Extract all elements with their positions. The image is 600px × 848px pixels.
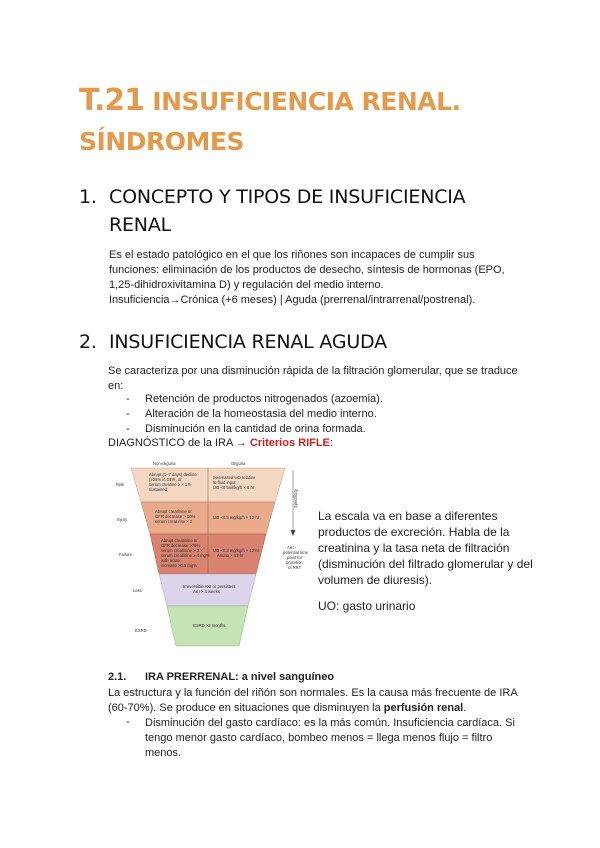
- title-prefix: T.21: [79, 83, 145, 118]
- section2-intro-line1: Se caracteriza por una disminución rápida de la filtración glomerular, que se traduce: [108, 365, 518, 377]
- stage-label-failure: Failure: [119, 552, 132, 557]
- bullet-dash: -: [126, 716, 130, 728]
- subsection21-number: 2.1.: [108, 671, 127, 683]
- section1-line: Insuficiencia→Crónica (+6 meses) | Aguda (prerrenal/intrarrenal/postrenal).: [109, 294, 476, 306]
- bullet-dash: -: [126, 423, 130, 435]
- injury-left-text: Abrupt creatinine or GFR decrease > 50% serum creat rise × 2: [155, 509, 196, 524]
- figure-note-line: La escala va en base a diferentes: [318, 509, 498, 523]
- subsection21-heading: IRA PRERRENAL: a nivel sanguíneo: [145, 671, 335, 683]
- section2-intro: [108, 364, 538, 394]
- subsection21-paragraph: [108, 686, 548, 716]
- col-header-non-oliguria: Non-oliguria: [153, 461, 176, 466]
- failure-right-text: UO <0.3 mg/kg/h × 12 hr Anuria × 12 hr: [213, 548, 260, 558]
- subsection21-bullet-line: tengo menor gasto cardíaco, bombeo menos = llega menos flujo = filtro: [145, 732, 493, 744]
- section2-intro-line2: en:: [108, 380, 124, 392]
- section2-bullet: Retención de productos nitrogenados (azoemia).: [145, 393, 383, 405]
- page-title-line2: SÍNDROMES: [79, 127, 244, 156]
- section2-bullet: Alteración de la homeostasia del medio interno.: [145, 408, 377, 420]
- section2-number: 2.: [79, 331, 97, 353]
- subsection21-bullet: [145, 716, 545, 761]
- section2-heading: INSUFICIENCIA RENAL AGUDA: [109, 331, 387, 353]
- subsection21-bullet-line: Disminución del gasto cardíaco: es la más común. Insuficiencia cardíaca. Si: [145, 717, 515, 729]
- page-title: [79, 83, 461, 118]
- section1-heading-line2: RENAL: [109, 214, 172, 236]
- uo-note: UO: gasto urinario: [318, 599, 416, 613]
- risk-right-text: Decreased UO relative to fluid input UO <0.5ml/kg/h × 6 hr: [213, 475, 256, 490]
- diagnostic-suffix: :: [329, 437, 333, 449]
- section1-number: 1.: [79, 186, 97, 208]
- figure-note-line: volumen de diuresis).: [318, 573, 433, 587]
- risk-left-text: Abrupt (1–7 days) decline (≥25% in GFR, or serum creatine ≥ × 1.5 sustained: [149, 472, 197, 492]
- stage-label-esrd: ESRD: [135, 628, 147, 633]
- section1-line: Es el estado patológico en el que los riñones son incapaces de cumplir sus: [109, 249, 475, 261]
- stage-label-injury: Injury: [117, 517, 128, 522]
- injury-right-text: UO <0.5 mg/kg/h × 12 hr: [213, 515, 260, 520]
- figure-note-line: creatinina y la tasa neta de filtración: [318, 541, 510, 555]
- section1-line: 1,25-dihidroxivitamina D) y regulación del medio interno.: [109, 279, 384, 291]
- loss-text: Irreversible AKI or persistent AKI > 4 weeks: [183, 584, 236, 594]
- stage-label-loss: Loss: [133, 588, 142, 593]
- failure-left-text: Abrupt creatinine or GFR decrease >75% serum creatinine > 3 × serum creatinine ≥ 4 mg% with acute increase >0.5 mg%: [161, 538, 210, 568]
- section1-paragraph: [109, 248, 529, 308]
- diagnostic-line: [108, 437, 333, 449]
- rifle-criteria-figure: [113, 456, 308, 654]
- specificity-arrowhead: [291, 530, 296, 536]
- section2-bullet: Disminución en la cantidad de orina formada.: [145, 423, 366, 435]
- aki-note: AKI - potential time point for provision of RRT: [283, 545, 308, 570]
- figure-note: [318, 508, 568, 588]
- subsection21-line2: (60-70%). Se produce en situaciones que disminuyen la perfusión renal.: [108, 702, 467, 714]
- perfusion-renal-bold: perfusión renal: [383, 702, 464, 714]
- section1-line: funciones: eliminación de los productos de desecho, síntesis de hormonas (EPO,: [109, 264, 505, 276]
- title-line1: INSUFICIENCIA RENAL.: [152, 87, 461, 116]
- figure-note-line: (disminución del filtrado glomerular y del: [318, 557, 533, 571]
- diagnostic-prefix: DIAGNÓSTICO de la IRA →: [108, 437, 250, 449]
- subsection21-bullet-line: menos.: [145, 747, 182, 759]
- section1-heading-line1: CONCEPTO Y TIPOS DE INSUFICIENCIA: [109, 186, 466, 208]
- bullet-dash: -: [126, 408, 130, 420]
- col-header-oliguria: Oliguria: [231, 461, 246, 466]
- stage-label-risk: Risk: [116, 482, 125, 487]
- figure-note-line: productos de excreción. Habla de la: [318, 525, 510, 539]
- criterios-rifle: Criterios RIFLE: [249, 437, 330, 449]
- subsection21-line1: La estructura y la función del riñón son normales. Es la causa más frecuente de IRA: [108, 687, 518, 699]
- esrd-text: ESRD >3 months: [193, 623, 226, 628]
- specificity-label: Specificity: [293, 489, 298, 508]
- bullet-dash: -: [126, 393, 130, 405]
